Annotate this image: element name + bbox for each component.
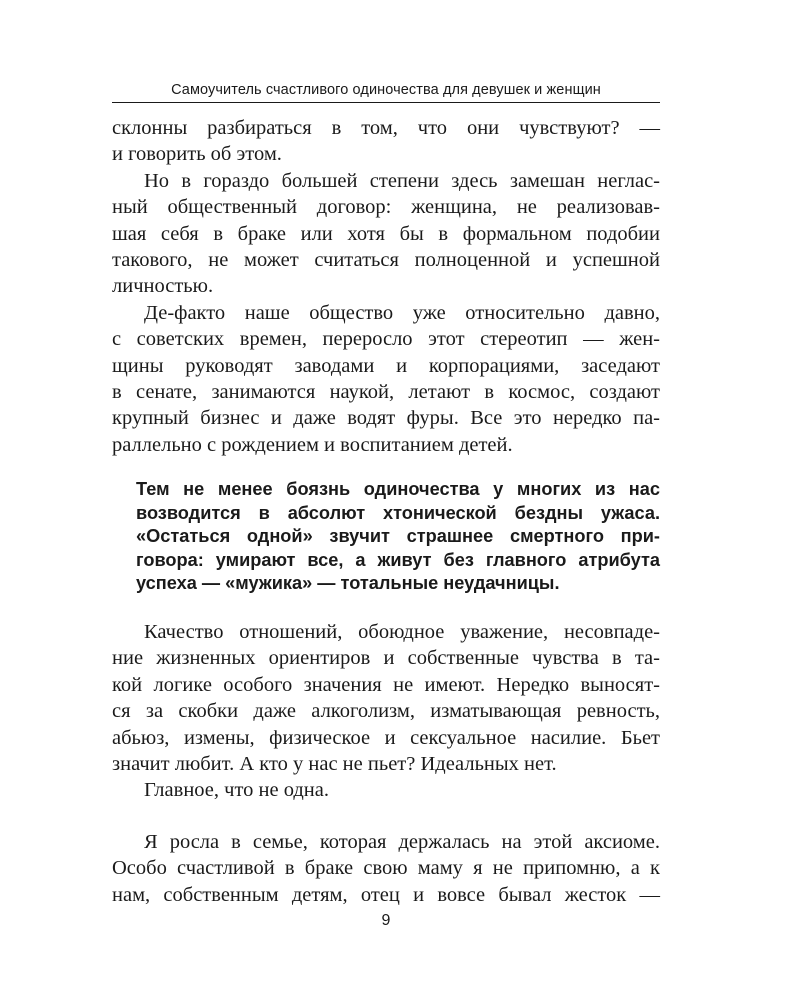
text-block-1 xyxy=(112,115,660,458)
text-line: склонны разбираться в том, что они чувствуют? — xyxy=(112,117,660,139)
page-number: 9 xyxy=(381,912,391,929)
text-block-3 xyxy=(112,829,660,908)
text-line: кой логике особого значения не имеют. Нередко выносят- xyxy=(112,673,660,696)
text-line: такового, не может считаться полноценной и успешной xyxy=(112,248,660,271)
text-line: нам, собственным детям, отец и вовсе бывал жесток — xyxy=(112,883,660,906)
text-line: абьюз, измены, физическое и сексуальное насилие. Бьет xyxy=(112,726,660,749)
callout-line: Тем не менее боязнь одиночества у многих из нас xyxy=(136,479,660,499)
paragraph-first-line: Я росла в семье, которая держалась на этой аксиоме. xyxy=(144,831,660,853)
text-line: с советских времен, переросло этот стереотип — жен- xyxy=(112,328,660,351)
text-line: и говорить об этом. xyxy=(112,143,282,166)
callout-line: возводится в абсолют хтонической бездны ужаса. xyxy=(136,502,660,523)
text-line: в сенате, занимаются наукой, летают в космос, создают xyxy=(112,380,660,403)
text-line: шая себя в браке или хотя бы в формальном подобии xyxy=(112,222,660,245)
text-line: Особо счастливой в браке свою маму я не припомню, а к xyxy=(112,857,660,880)
text-block-2 xyxy=(112,619,660,804)
callout-line: успеха — «мужика» — тотальные неудачницы. xyxy=(136,573,560,594)
text-line: крупный бизнес и даже водят фуры. Все это нередко па- xyxy=(112,407,660,430)
callout-quote xyxy=(136,478,660,596)
text-line: ние жизненных ориентиров и собственные чувства в та- xyxy=(112,647,660,670)
text-line: ный общественный договор: женщина, не реализовав- xyxy=(112,196,660,219)
running-head: Самоучитель счастливого одиночества для девушек и женщин xyxy=(171,82,601,98)
text-line: ся за скобки даже алкоголизм, изматывающая ревность, xyxy=(112,700,660,723)
header-rule xyxy=(112,102,660,103)
callout-line: говора: умирают все, а живут без главного атрибута xyxy=(136,549,660,570)
text-line: значит любит. А кто у нас не пьет? Идеальных нет. xyxy=(112,752,557,775)
text-line: раллельно с рождением и воспитанием детей. xyxy=(112,433,513,456)
paragraph-first-line: Де-факто наше общество уже относительно давно, xyxy=(144,301,660,324)
paragraph-first-line: Главное, что не одна. xyxy=(144,779,329,802)
callout-line: «Остаться одной» звучит страшнее смертного при- xyxy=(136,526,660,547)
text-line: личностью. xyxy=(112,275,214,298)
paragraph-first-line: Но в гораздо большей степени здесь замешан неглас- xyxy=(144,169,660,192)
paragraph-first-line: Качество отношений, обоюдное уважение, несовпаде- xyxy=(144,621,660,643)
text-line: щины руководят заводами и корпорациями, заседают xyxy=(112,354,660,377)
